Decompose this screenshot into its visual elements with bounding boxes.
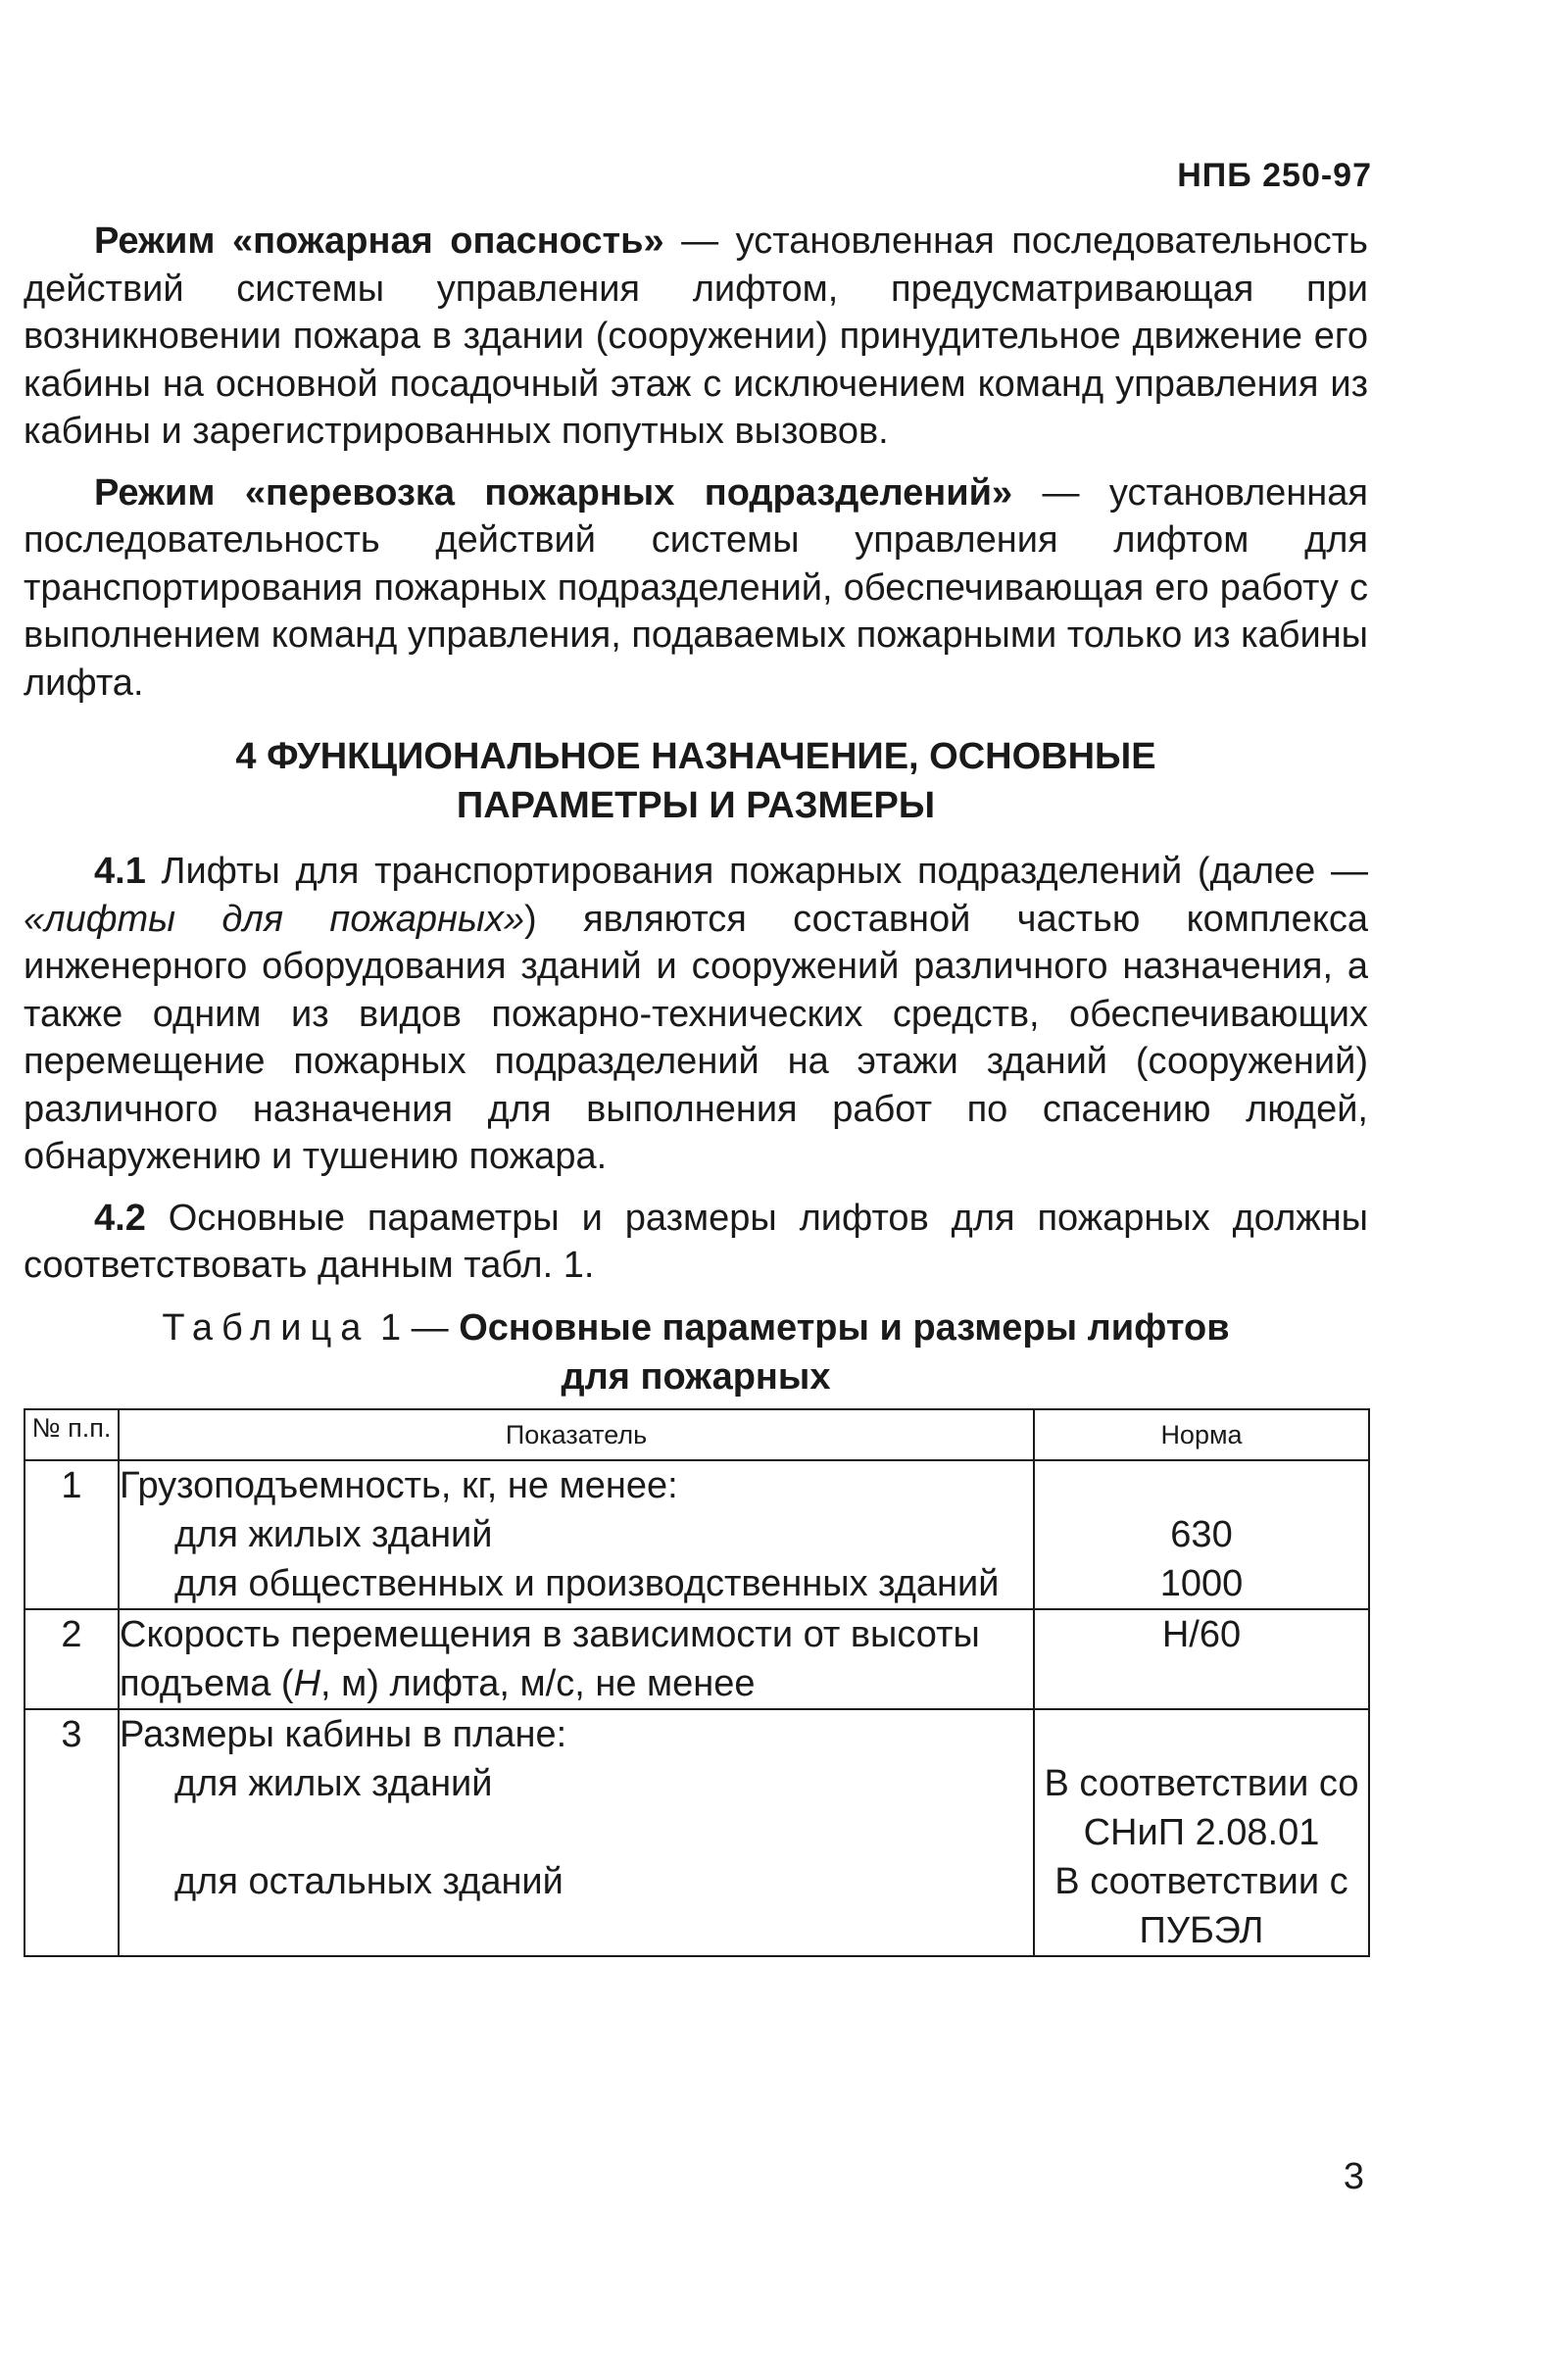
indicator-sub: для остальных зданий [174, 1861, 564, 1902]
definition-term: Режим «перевозка пожарных подразделений» [94, 471, 1013, 514]
parameters-table [24, 1408, 1370, 1957]
indicator-sub: для общественных и производственных зданий [174, 1563, 1000, 1604]
clause-number: 4.1 [94, 851, 146, 892]
table-caption [24, 1303, 1368, 1401]
page-number: 3 [1343, 2156, 1364, 2197]
definition-text: — установленная последовательность действий системы управления лифтом, предусматривающая при возникновении пожара в здании (сооружении) принудительное движение его кабины на основной посадочный этаж с исключением команд управления из кабины и зарегистрированных попутных вызовов. [24, 221, 1368, 452]
indicator-title: Размеры кабины в плане: [120, 1714, 567, 1755]
clause-number: 4.2 [94, 1197, 146, 1239]
header-num: № п.п. [24, 1409, 119, 1460]
clause-text: Лифты для транспортирования пожарных подразделений (далее — [145, 851, 1368, 892]
indicator-title: Скорость перемещения в зависимости от высоты подъема ( [120, 1614, 980, 1704]
indicator-sub: для жилых зданий [174, 1763, 493, 1804]
table-row [24, 1709, 1369, 1956]
row-indicator [119, 1460, 1034, 1609]
norm-value: 1000 [1159, 1563, 1244, 1604]
norm-value: 630 [1170, 1514, 1233, 1555]
clause-text-italic: «лифты для пожарных» [24, 898, 525, 940]
indicator-title: , м) лифта, м/с, не менее [320, 1663, 756, 1704]
document-code: НПБ 250-97 [1177, 157, 1372, 194]
header-indicator: Показатель [119, 1409, 1034, 1460]
section-title [24, 732, 1368, 830]
table-header-row [24, 1409, 1369, 1460]
row-number: 1 [24, 1460, 119, 1609]
section-title-line: ПАРАМЕТРЫ И РАЗМЕРЫ [456, 785, 936, 826]
indicator-symbol: Н [293, 1663, 321, 1704]
row-indicator [119, 1609, 1034, 1709]
table-row [24, 1460, 1369, 1609]
clause-4-2 [24, 1195, 1368, 1290]
norm-value: В соответствии с ПУБЭЛ [1054, 1861, 1348, 1951]
definition-fire-transport-mode [24, 469, 1368, 708]
clause-4-1 [24, 848, 1368, 1181]
clause-text: ) являются составной частью комплекса инженерного оборудования зданий и сооружений различного назначения, а также одним из видов пожарно-технических средств, обеспечивающих перемещение пожарных подразделений на этажи зданий (сооружений) различного назначения для выполнения работ по спасению людей, обнаружению и тушению пожара. [24, 898, 1369, 1177]
row-number: 2 [24, 1609, 119, 1709]
indicator-sub: для жилых зданий [174, 1514, 493, 1555]
indicator-title: Грузоподъемность, кг, не менее: [120, 1465, 678, 1506]
definition-fire-hazard-mode [24, 218, 1368, 456]
section-title-line: 4 ФУНКЦИОНАЛЬНОЕ НАЗНАЧЕНИЕ, ОСНОВНЫЕ [235, 736, 1156, 777]
table-caption-title: для пожарных [561, 1355, 831, 1398]
row-norm: Н/60 [1034, 1609, 1369, 1709]
row-indicator [119, 1709, 1034, 1956]
table-caption-number: 1 — [369, 1306, 460, 1349]
definition-term: Режим «пожарная опасность» [94, 221, 664, 262]
row-norm [1034, 1709, 1369, 1956]
table-caption-prefix: Таблица [162, 1306, 370, 1349]
clause-text: Основные параметры и размеры лифтов для пожарных должны соответствовать данным табл. 1. [24, 1197, 1368, 1286]
table-row [24, 1609, 1369, 1709]
table-caption-title: Основные параметры и размеры лифтов [459, 1306, 1230, 1349]
row-norm [1034, 1460, 1369, 1609]
definition-text: — установленная последовательность действий системы управления лифтом для транспортирования пожарных подразделений, обеспечивающая его работу с выполнением команд управления, подаваемых пожарными только из кабины лифта. [24, 471, 1368, 704]
header-norm: Норма [1034, 1409, 1369, 1460]
norm-value: В соответствии со СНиП 2.08.01 [1044, 1763, 1359, 1853]
row-number: 3 [24, 1709, 119, 1956]
page-body [24, 218, 1368, 1401]
